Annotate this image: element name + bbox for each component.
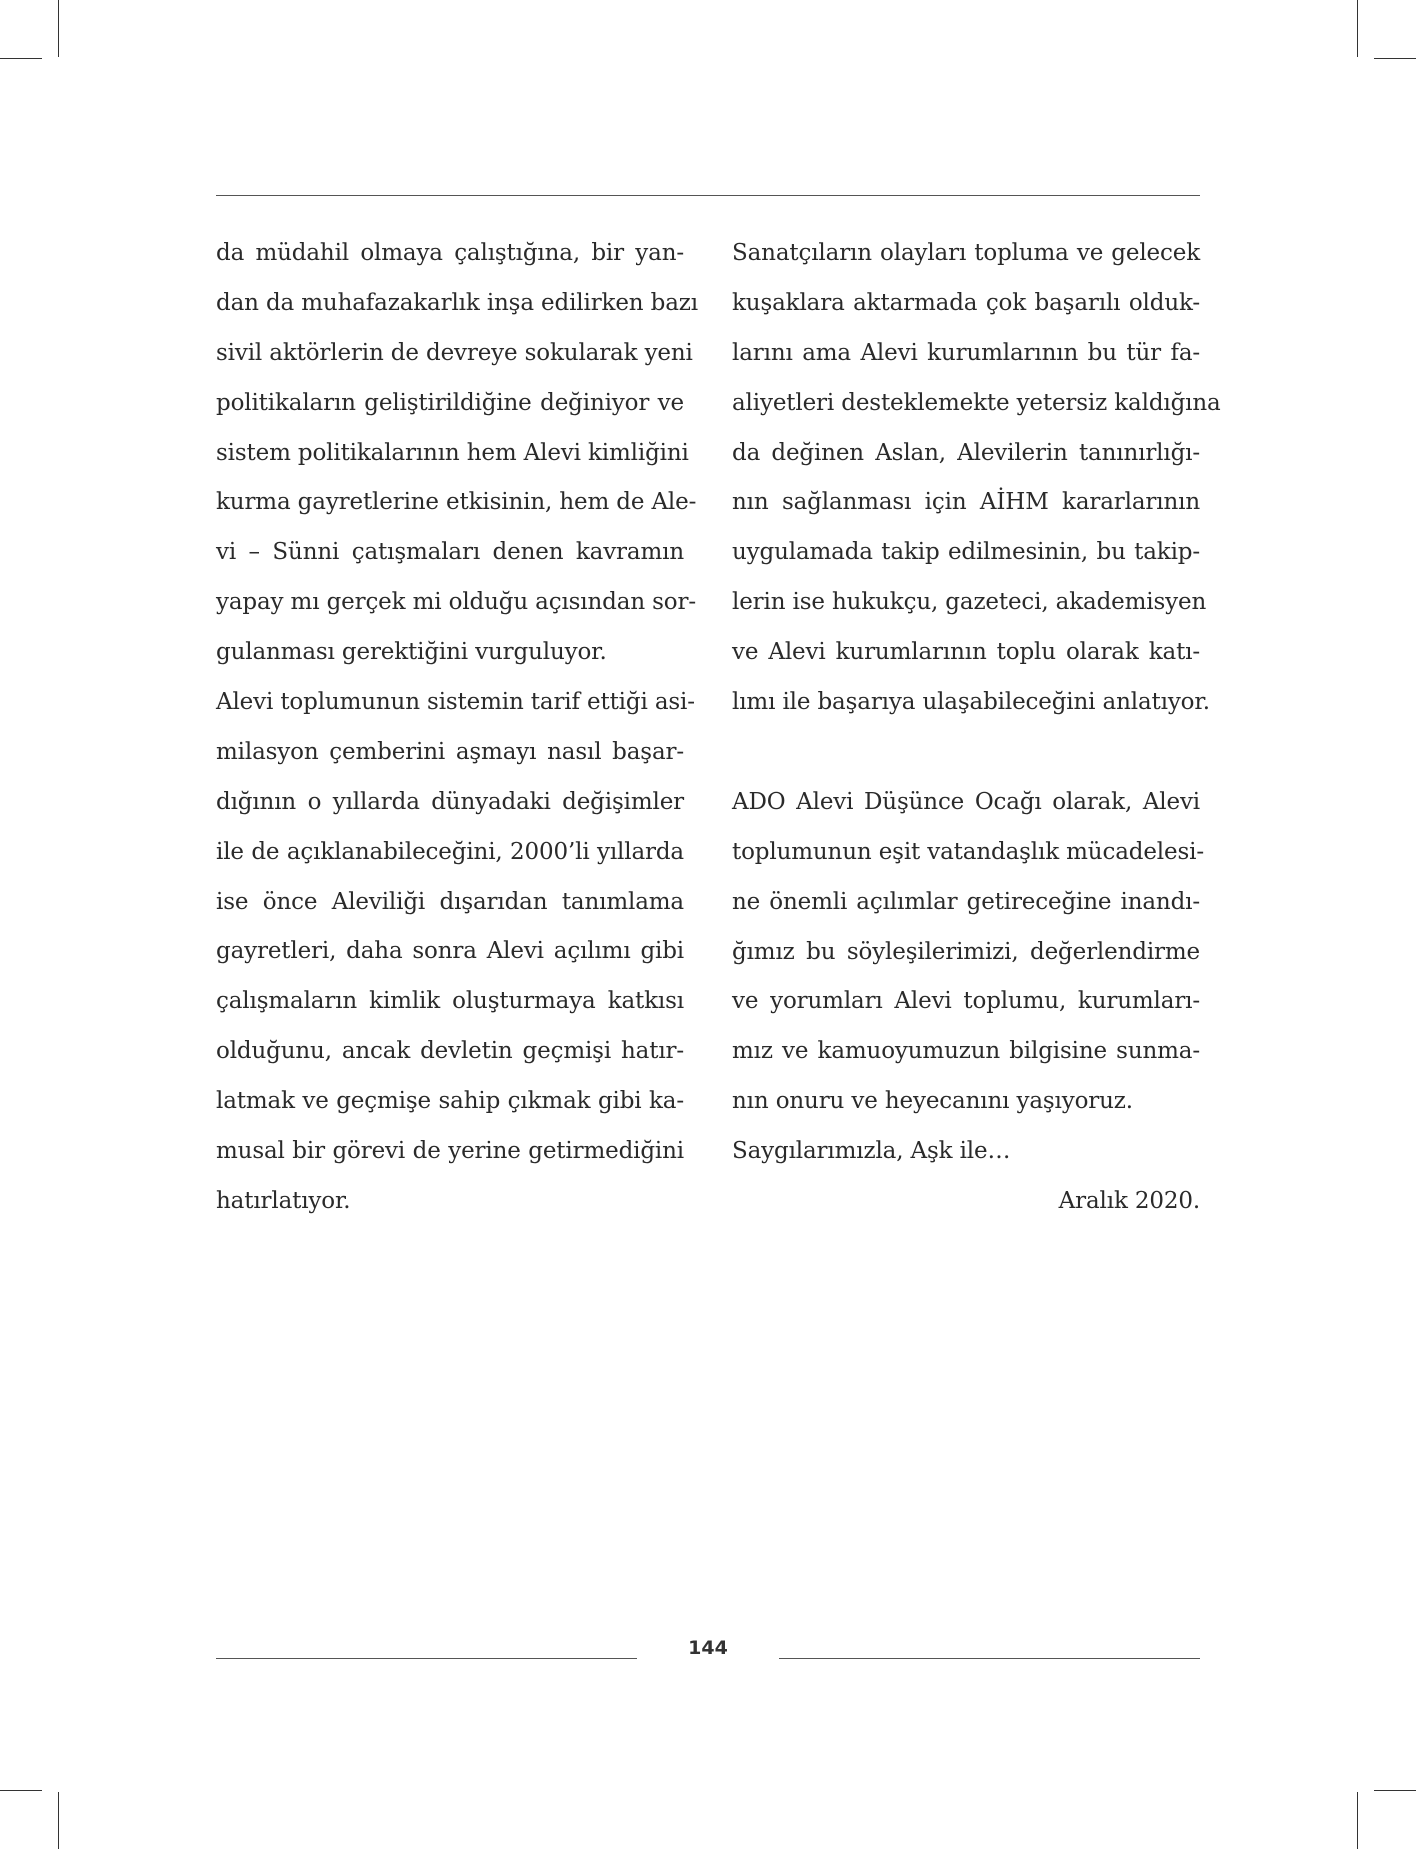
body-line: larını ama Alevi kurumlarının bu tür fa- [732, 339, 1200, 366]
body-line: ğımız bu söyleşilerimizi, değerlendirme [732, 938, 1200, 965]
body-line: ile de açıklanabileceğini, 2000’li yıllarda [216, 838, 684, 865]
body-line: Alevi toplumunun sistemin tarif ettiği asi- [216, 689, 695, 716]
body-line: gulanması gerektiğini vurguluyor. [216, 639, 607, 666]
body-line: lerin ise hukukçu, gazeteci, akademisyen [732, 589, 1207, 616]
crop-mark-top-right-vertical [1357, 0, 1358, 57]
body-line: sistem politikalarının hem Alevi kimliğini [216, 439, 689, 466]
crop-mark-top-left-vertical [58, 0, 59, 57]
body-line: politikaların geliştirildiğine değiniyor ve [216, 389, 684, 416]
body-line: gayretleri, daha sonra Alevi açılımı gibi [216, 938, 684, 965]
footer-rule-left [216, 1658, 637, 1659]
body-line: nın sağlanması için AİHM kararlarının [732, 489, 1200, 516]
body-line: ise önce Aleviliği dışarıdan tanımlama [216, 888, 684, 915]
body-line: ne önemli açılımlar getireceğine inandı- [732, 888, 1200, 915]
body-line: da değinen Aslan, Alevilerin tanınırlığı- [732, 439, 1200, 466]
crop-mark-bottom-left-horizontal [0, 1790, 42, 1791]
body-line: aliyetleri desteklemekte yetersiz kaldığına [732, 389, 1221, 416]
body-line: kurma gayretlerine etkisinin, hem de Ale- [216, 489, 697, 516]
body-line: dığının o yıllarda dünyadaki değişimler [216, 788, 684, 815]
body-line: hatırlatıyor. [216, 1187, 351, 1214]
body-line: da müdahil olmaya çalıştığına, bir yan- [216, 240, 684, 266]
body-line: ADO Alevi Düşünce Ocağı olarak, Alevi [732, 788, 1200, 815]
footer-rule-right [779, 1658, 1200, 1659]
body-line: lımı ile başarıya ulaşabileceğini anlatıyor. [732, 689, 1210, 716]
body-line: uygulamada takip edilmesinin, bu takip- [732, 539, 1200, 566]
closing-line: Saygılarımızla, Aşk ile… [732, 1138, 1011, 1165]
body-line: nın onuru ve heyecanını yaşıyoruz. [732, 1088, 1133, 1115]
body-line: kuşaklara aktarmada çok başarılı olduk- [732, 289, 1200, 316]
body-line: olduğunu, ancak devletin geçmişi hatır- [216, 1038, 684, 1065]
date-line: Aralık 2020. [1058, 1188, 1200, 1215]
body-line: vi – Sünni çatışmaları denen kavramın [216, 539, 684, 566]
body-line: sivil aktörlerin de devreye sokularak yeni [216, 339, 693, 366]
paragraph-gap [732, 728, 1200, 778]
body-line: çalışmaların kimlik oluşturmaya katkısı [216, 988, 684, 1015]
crop-mark-bottom-right-horizontal [1374, 1790, 1416, 1791]
crop-mark-bottom-right-vertical [1357, 1792, 1358, 1849]
body-line: latmak ve geçmişe sahip çıkmak gibi ka- [216, 1088, 684, 1115]
crop-mark-top-left-horizontal [0, 58, 42, 59]
body-line: toplumunun eşit vatandaşlık mücadelesi- [732, 838, 1204, 865]
right-column [732, 229, 1221, 1227]
header-rule [216, 195, 1200, 196]
left-column [216, 229, 698, 1227]
page-number: 144 [688, 1637, 728, 1659]
body-line: Sanatçıların olayları topluma ve gelecek [732, 240, 1200, 266]
crop-mark-bottom-left-vertical [58, 1792, 59, 1849]
crop-mark-top-right-horizontal [1374, 58, 1416, 59]
body-line: dan da muhafazakarlık inşa edilirken bazı [216, 289, 698, 316]
body-line: ve Alevi kurumlarının toplu olarak katı- [732, 639, 1200, 666]
body-line: mız ve kamuoyumuzun bilgisine sunma- [732, 1038, 1200, 1065]
body-line: ve yorumları Alevi toplumu, kurumları- [732, 988, 1200, 1015]
body-line: musal bir görevi de yerine getirmediğini [216, 1138, 684, 1165]
body-line: yapay mı gerçek mi olduğu açısından sor- [216, 589, 696, 616]
body-line: milasyon çemberini aşmayı nasıl başar- [216, 738, 684, 765]
